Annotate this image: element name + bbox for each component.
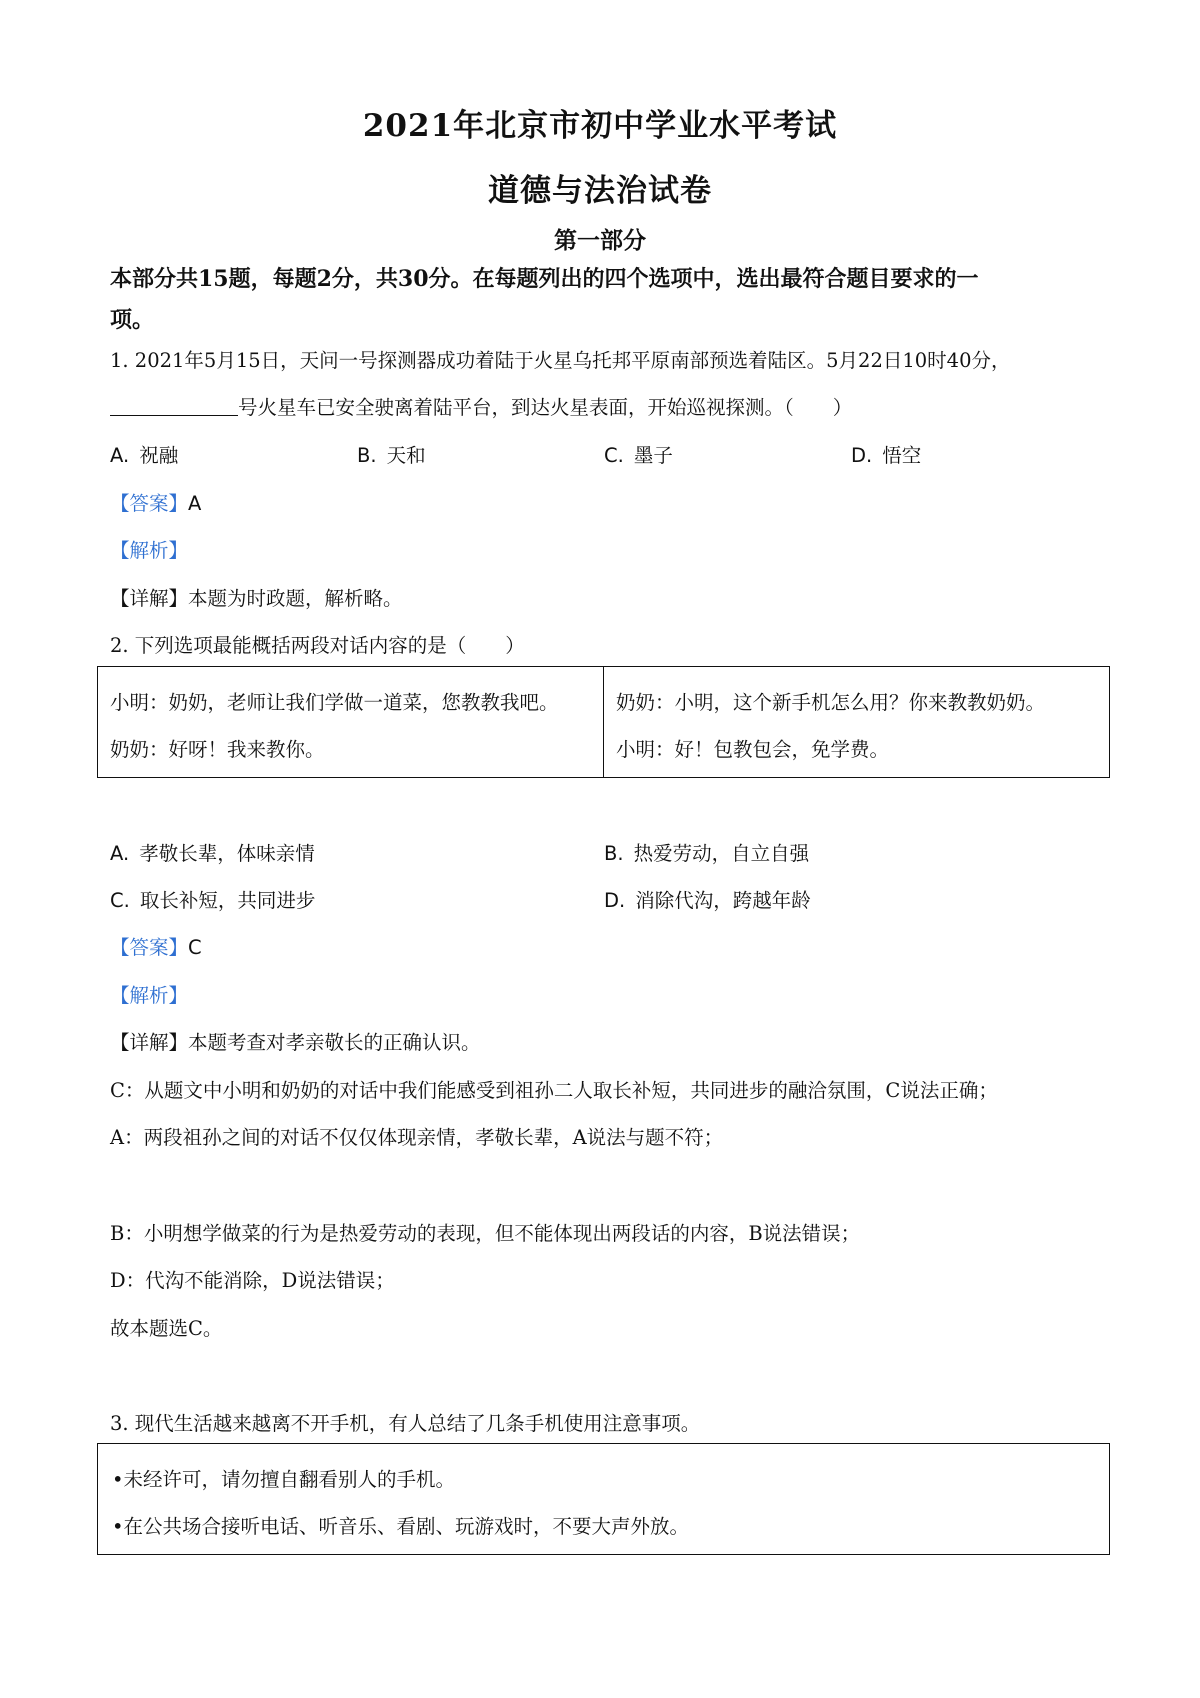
q1-option-d: D. 悟空 (851, 444, 922, 467)
q1-stem-line-2 (110, 392, 852, 420)
q2-explain-b: B：小明想学做菜的行为是热爱劳动的表现，但不能体现出两段话的内容，B说法错误； (110, 1222, 861, 1245)
q1-stem-line-2-text: 号火星车已安全驶离着陆平台，到达火星表面，开始巡视探测。（ ） (238, 396, 853, 419)
q1-detail: 【详解】本题为时政题，解析略。 (110, 587, 403, 610)
q1-answer: 【答案】A (110, 492, 202, 515)
q3-tips-box (97, 1443, 1110, 1555)
q2-explain-a: A：两段祖孙之间的对话不仅仅体现亲情，孝敬长辈，A说法与题不符； (110, 1126, 724, 1149)
q2-detail: 【详解】本题考查对孝亲敬长的正确认识。 (110, 1031, 481, 1054)
q1-option-c: C. 墨子 (604, 444, 673, 467)
q2-answer: 【答案】C (110, 936, 202, 959)
q2-dialog-left-line-1: 小明：奶奶，老师让我们学做一道菜，您教教我吧。 (110, 691, 559, 714)
exam-title: 2021年北京市初中学业水平考试 (362, 108, 838, 144)
q1-option-b: B. 天和 (357, 444, 426, 467)
q2-dialog-right-line-1: 奶奶：小明，这个新手机怎么用？你来教教奶奶。 (616, 691, 1046, 714)
instructions-line-2: 项。 (110, 307, 155, 333)
q2-option-a: A. 孝敬长辈，体味亲情 (110, 842, 315, 865)
q2-dialog-table (97, 666, 1110, 778)
instructions-line-1: 本部分共15题，每题2分，共30分。在每题列出的四个选项中，选出最符合题目要求的一 (110, 266, 979, 292)
q2-conclusion: 故本题选C。 (110, 1317, 223, 1340)
q1-stem-line-1: 1. 2021年5月15日，天问一号探测器成功着陆于火星乌托邦平原南部预选着陆区。5月22日10时40分， (110, 349, 1011, 372)
q2-dialog-divider (603, 667, 604, 777)
q1-fill-blank (110, 395, 238, 416)
q3-tip-1: •未经许可，请勿擅自翻看别人的手机。 (112, 1468, 456, 1491)
q3-tip-2: •在公共场合接听电话、听音乐、看剧、玩游戏时，不要大声外放。 (112, 1515, 690, 1538)
section-heading: 第一部分 (554, 227, 646, 254)
q2-option-d: D. 消除代沟，跨越年龄 (604, 889, 811, 912)
q1-analysis-tag: 【解析】 (110, 539, 189, 562)
q2-dialog-left-line-2: 奶奶：好呀！我来教你。 (110, 738, 325, 761)
q2-option-b: B. 热爱劳动，自立自强 (604, 842, 810, 865)
q2-option-c: C. 取长补短，共同进步 (110, 889, 316, 912)
exam-subject-title: 道德与法治试卷 (488, 173, 712, 209)
q2-explain-d: D：代沟不能消除，D说法错误； (110, 1269, 395, 1292)
q1-option-a: A. 祝融 (110, 444, 179, 467)
q2-dialog-right-line-2: 小明：好！包教包会，免学费。 (616, 738, 890, 761)
q2-stem: 2. 下列选项最能概括两段对话内容的是（ ） (110, 634, 525, 657)
q2-explain-c: C：从题文中小明和奶奶的对话中我们能感受到祖孙二人取长补短，共同进步的融洽氛围，C说法正确； (110, 1079, 998, 1102)
q3-stem: 3. 现代生活越来越离不开手机，有人总结了几条手机使用注意事项。 (110, 1412, 701, 1435)
q2-analysis-tag: 【解析】 (110, 984, 189, 1007)
